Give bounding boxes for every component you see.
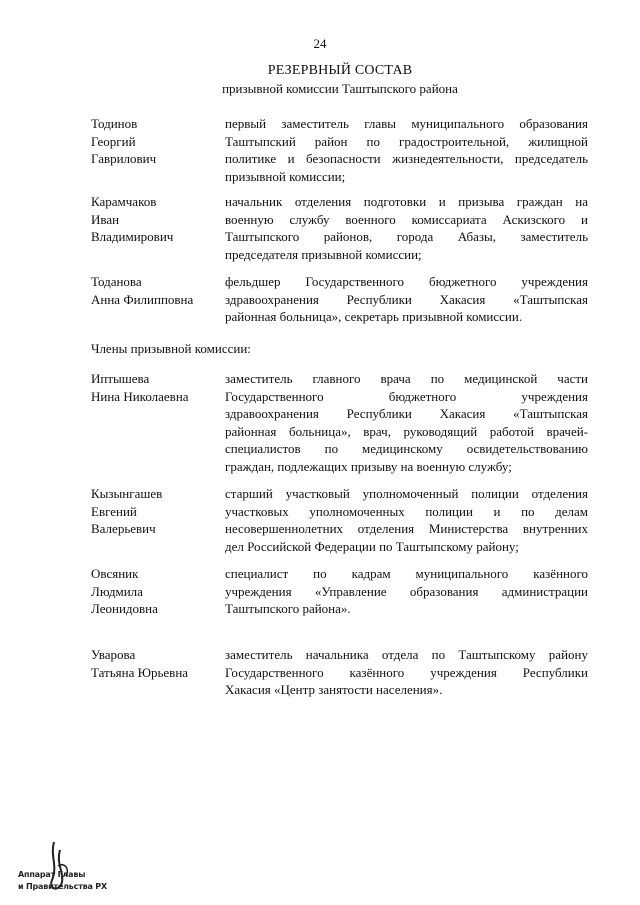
person-role: старший участковый уполномоченный полиции отделения участковых уполномоченных полиции и по делам несовершеннолетних отделения Министерства внутренних дел Российской Федерации по Таштыпскому району; [225,486,588,554]
person-role: фельдшер Государственного бюджетного учреждения здравоохранения Республики Хакасия «Таштыпская районная больница», секретарь призывной комиссии. [225,274,588,325]
page-number: 24 [313,36,327,51]
person-name: Овсяник Людмила Леонидовна [91,566,158,617]
person-name: Карамчаков Иван Владимирович [91,194,174,245]
person-role: заместитель главного врача по медицинской части Государственного бюджетного учреждения здравоохранения Республики Хакасия «Таштыпская районная больница», врач, руководящий работой врачей- специалистов по медицинскому освидетельствованию граждан, подлежащих призыву на военную службу; [225,371,588,474]
stamp-line-2: и Правительства РХ [18,882,107,891]
members-heading: Члены призывной комиссии: [91,341,251,356]
person-role: специалист по кадрам муниципального казённого учреждения «Управление образования администрации Таштыпского района». [225,566,588,617]
office-stamp [14,836,124,896]
person-name: Тоданова Анна Филипповна [91,274,194,307]
person-name: Кызынгашев Евгений Валерьевич [91,486,163,537]
person-role: первый заместитель главы муниципального образования Таштыпский район по градостроительной, жилищной политике и безопасности жизнедеятельности, председатель призывной комиссии; [225,116,588,184]
document-title: РЕЗЕРВНЫЙ СОСТАВ [267,63,413,78]
person-name: Тодинов Георгий Гаврилович [91,116,157,167]
person-name: Иптышева Нина Николаевна [91,371,189,404]
document-subtitle: призывной комиссии Таштыпского района [222,81,458,96]
stamp-line-1: Аппарат Главы [18,870,86,879]
person-role: заместитель начальника отдела по Таштыпскому району Государственного казённого учреждения Республики Хакасия «Центр занятости населения». [225,647,588,698]
person-name: Уварова Татьяна Юрьевна [91,647,189,680]
person-role: начальник отделения подготовки и призыва граждан на военную службу военного комиссариата Аскизского и Таштыпского районов, города Абазы, заместитель председателя призывной комиссии; [225,194,588,262]
